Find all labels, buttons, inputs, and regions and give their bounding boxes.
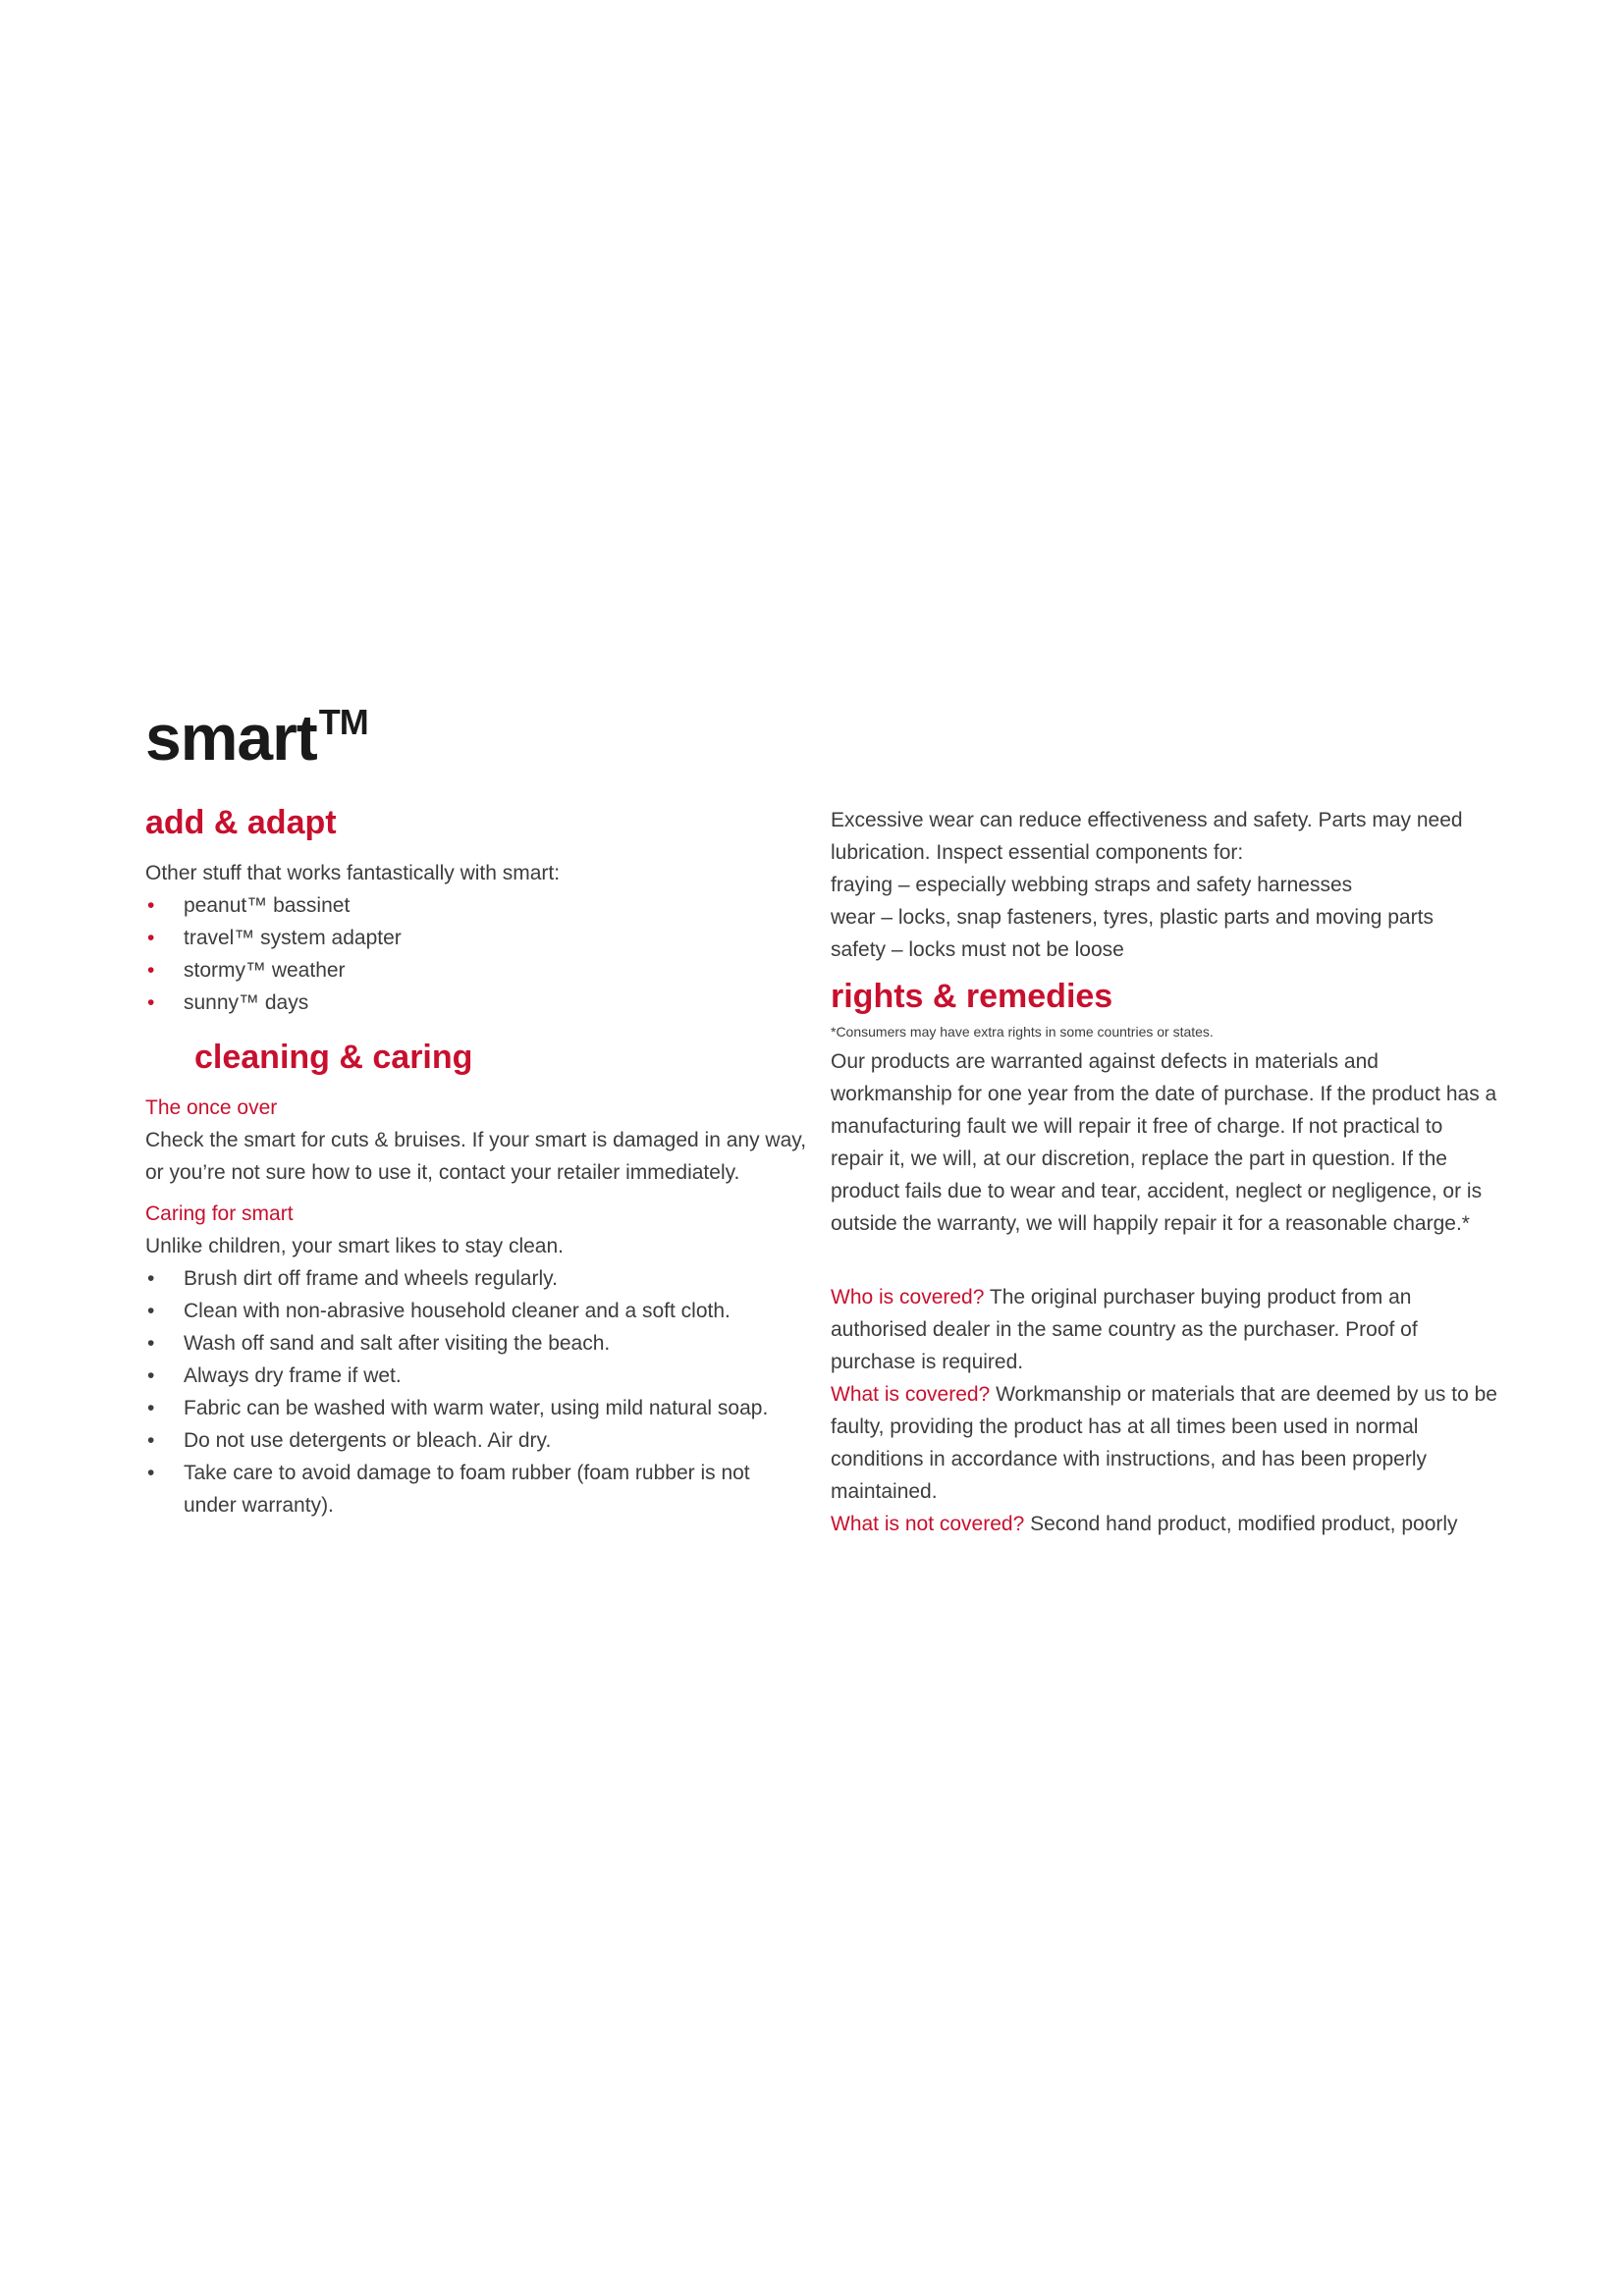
bullet-icon: •: [147, 1364, 155, 1387]
who-covered-text: Who is covered? The original purchaser buying product from an authorised dealer in the same country as the purchaser. Proof of purchase is required.: [831, 1286, 1418, 1373]
list-item: • Wash off sand and salt after visiting the beach.: [145, 1327, 774, 1360]
bullet-icon: •: [147, 1429, 155, 1452]
list-item: • peanut™ bassinet: [145, 889, 774, 922]
add-adapt-heading: add & adapt: [145, 804, 337, 841]
trademark-mark: TM: [318, 702, 368, 742]
bullet-icon: •: [147, 1332, 155, 1355]
inspection-lines: [831, 869, 1498, 966]
list-item: • travel™ system adapter: [145, 922, 774, 954]
bullet-icon: •: [147, 1462, 155, 1484]
bullet-icon: •: [147, 1300, 155, 1322]
who-covered-label: Who is covered?: [831, 1286, 985, 1308]
what-covered-text: What is covered? Workmanship or materials that are deemed by us to be faulty, providing the product has at all times been used in normal conditions in accordance with instructions, and has been properly maintained.: [831, 1383, 1497, 1503]
once-over-heading: The once over: [145, 1096, 278, 1119]
list-item: • stormy™ weather: [145, 954, 774, 987]
accessory-list: [145, 889, 774, 1019]
consumer-rights-footnote: *Consumers may have extra rights in some countries or states.: [831, 1024, 1214, 1040]
list-item: • Do not use detergents or bleach. Air dry.: [145, 1424, 774, 1457]
page-title: smart™: [145, 701, 368, 774]
list-item: • Clean with non-abrasive household cleaner and a soft cloth.: [145, 1295, 774, 1327]
list-item: • Always dry frame if wet.: [145, 1360, 774, 1392]
rights-remedies-heading: rights & remedies: [831, 978, 1113, 1015]
inspection-line: safety – locks must not be loose: [831, 938, 1124, 961]
caring-heading: Caring for smart: [145, 1202, 294, 1225]
bullet-icon: •: [147, 959, 155, 982]
list-item: • sunny™ days: [145, 987, 774, 1019]
bullet-icon: •: [147, 991, 155, 1014]
not-covered-label: What is not covered?: [831, 1513, 1025, 1535]
add-adapt-intro: Other stuff that works fantastically with smart:: [145, 862, 561, 884]
list-item: • Fabric can be washed with warm water, using mild natural soap.: [145, 1392, 774, 1424]
cleaning-list: [145, 1262, 774, 1522]
not-covered-text: What is not covered? Second hand product, modified product, poorly: [831, 1513, 1458, 1535]
bullet-icon: •: [147, 1397, 155, 1419]
inspection-line: wear – locks, snap fasteners, tyres, plastic parts and moving parts: [831, 906, 1434, 929]
caring-intro: Unlike children, your smart likes to stay clean.: [145, 1235, 564, 1257]
cleaning-caring-heading: cleaning & caring: [194, 1039, 473, 1076]
list-item: • Brush dirt off frame and wheels regularly.: [145, 1262, 774, 1295]
what-covered-label: What is covered?: [831, 1383, 991, 1406]
list-item: • Take care to avoid damage to foam rubber (foam rubber is not under warranty).: [145, 1457, 774, 1522]
wear-intro: Excessive wear can reduce effectiveness and safety. Parts may need lubrication. Inspect essential components for:: [831, 809, 1463, 864]
bullet-icon: •: [147, 927, 155, 949]
bullet-icon: •: [147, 894, 155, 917]
bullet-icon: •: [147, 1267, 155, 1290]
once-over-text: Check the smart for cuts & bruises. If your smart is damaged in any way, or you’re not sure how to use it, contact your retailer immediately.: [145, 1129, 807, 1184]
inspection-line: fraying – especially webbing straps and safety harnesses: [831, 874, 1353, 896]
warranty-text: Our products are warranted against defects in materials and workmanship for one year from the date of purchase. If the product has a manufacturing fault we will repair it free of charge. If not practical to repair it, we will, at our discretion, replace the part in question. If the product fails due to wear and tear, accident, neglect or negligence, or is outside the warranty, we will happily repair it for a reasonable charge.*: [831, 1050, 1497, 1235]
